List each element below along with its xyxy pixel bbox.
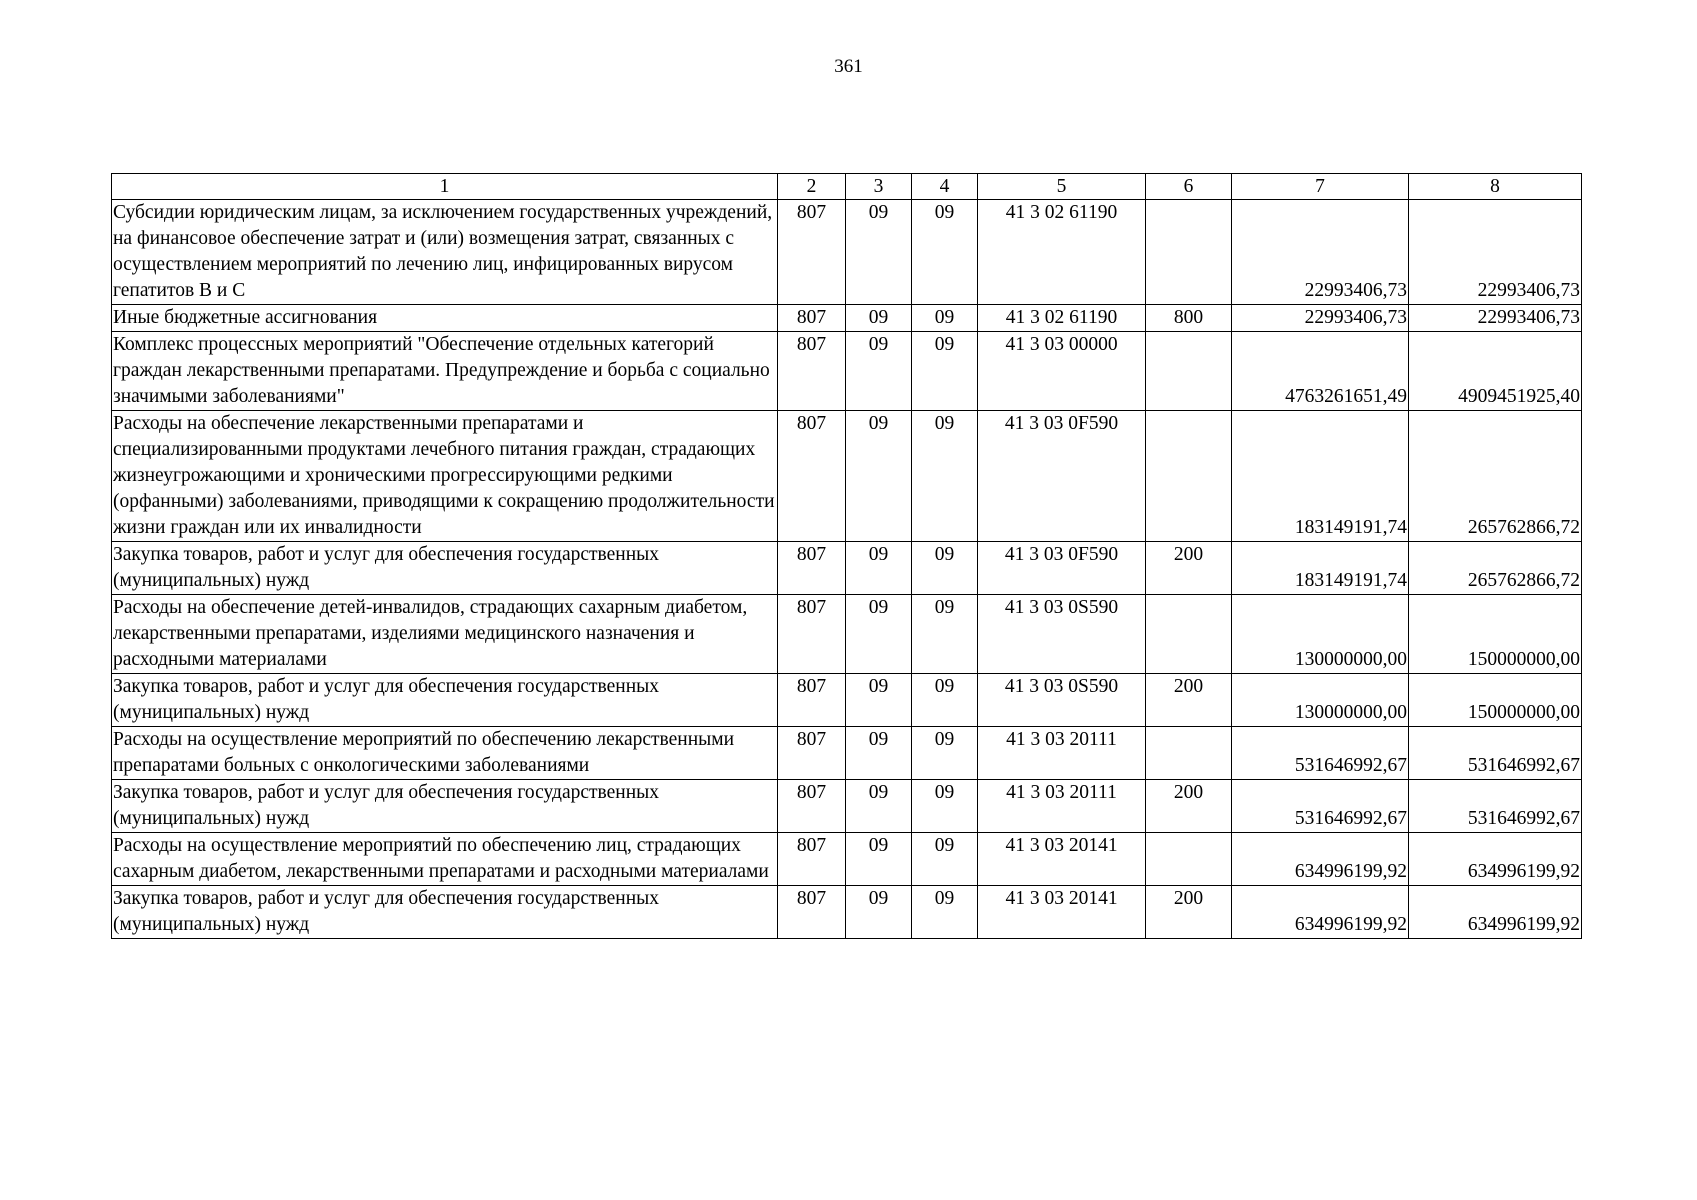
target-article-cell: 41 3 03 20141 — [978, 886, 1146, 939]
amount-col-7-cell: 183149191,74 — [1232, 542, 1409, 595]
amount-col-7-cell: 130000000,00 — [1232, 595, 1409, 674]
amount-col-8-cell: 634996199,92 — [1409, 833, 1582, 886]
ministry-code-cell: 807 — [778, 411, 846, 542]
subsection-code-cell: 09 — [912, 542, 978, 595]
section-code-cell: 09 — [846, 542, 912, 595]
amount-col-7-cell: 531646992,67 — [1232, 727, 1409, 780]
subsection-code-cell: 09 — [912, 305, 978, 332]
section-code-cell: 09 — [846, 886, 912, 939]
expense-name-cell: Расходы на обеспечение детей-инвалидов, страдающих сахарным диабетом, лекарственными препаратами, изделиями медицинского назначения и расходными материалами — [112, 595, 778, 674]
target-article-cell: 41 3 03 20111 — [978, 727, 1146, 780]
section-code-cell: 09 — [846, 674, 912, 727]
header-col-1: 1 — [112, 174, 778, 200]
expense-name-cell: Комплекс процессных мероприятий "Обеспечение отдельных категорий граждан лекарственными препаратами. Предупреждение и борьба с социально значимыми заболеваниями" — [112, 332, 778, 411]
ministry-code-cell: 807 — [778, 332, 846, 411]
header-col-3: 3 — [846, 174, 912, 200]
header-col-6: 6 — [1146, 174, 1232, 200]
section-code-cell: 09 — [846, 305, 912, 332]
header-col-8: 8 — [1409, 174, 1582, 200]
subsection-code-cell: 09 — [912, 332, 978, 411]
amount-col-7-cell: 22993406,73 — [1232, 305, 1409, 332]
amount-col-7-cell: 183149191,74 — [1232, 411, 1409, 542]
section-code-cell: 09 — [846, 780, 912, 833]
header-col-7: 7 — [1232, 174, 1409, 200]
ministry-code-cell: 807 — [778, 305, 846, 332]
budget-table — [111, 173, 1582, 939]
target-article-cell: 41 3 03 0F590 — [978, 411, 1146, 542]
subsection-code-cell: 09 — [912, 727, 978, 780]
amount-col-8-cell: 531646992,67 — [1409, 780, 1582, 833]
expense-name-cell: Закупка товаров, работ и услуг для обеспечения государственных (муниципальных) нужд — [112, 542, 778, 595]
expense-name-cell: Закупка товаров, работ и услуг для обеспечения государственных (муниципальных) нужд — [112, 674, 778, 727]
expense-name-cell: Расходы на обеспечение лекарственными препаратами и специализированными продуктами лечебного питания граждан, страдающих жизнеугрожающими и хроническими прогрессирующими редкими (орфанными) заболеваниями, приводящими к сокращению продолжительности жизни граждан или их инвалидности — [112, 411, 778, 542]
expense-type-cell: 800 — [1146, 305, 1232, 332]
page-number: 361 — [834, 56, 863, 77]
expense-name-cell: Иные бюджетные ассигнования — [112, 305, 778, 332]
ministry-code-cell: 807 — [778, 833, 846, 886]
expense-type-cell: 200 — [1146, 542, 1232, 595]
ministry-code-cell: 807 — [778, 780, 846, 833]
amount-col-8-cell: 150000000,00 — [1409, 595, 1582, 674]
table-row — [112, 674, 1582, 727]
expense-type-cell — [1146, 411, 1232, 542]
ministry-code-cell: 807 — [778, 674, 846, 727]
ministry-code-cell: 807 — [778, 542, 846, 595]
expense-type-cell: 200 — [1146, 780, 1232, 833]
amount-col-8-cell: 4909451925,40 — [1409, 332, 1582, 411]
expense-type-cell: 200 — [1146, 674, 1232, 727]
table-row — [112, 332, 1582, 411]
section-code-cell: 09 — [846, 200, 912, 305]
target-article-cell: 41 3 03 0S590 — [978, 595, 1146, 674]
amount-col-8-cell: 634996199,92 — [1409, 886, 1582, 939]
table-body — [112, 200, 1582, 939]
expense-type-cell — [1146, 595, 1232, 674]
subsection-code-cell: 09 — [912, 833, 978, 886]
table-row — [112, 886, 1582, 939]
expense-name-cell: Расходы на осуществление мероприятий по обеспечению лиц, страдающих сахарным диабетом, лекарственными препаратами и расходными материалами — [112, 833, 778, 886]
header-col-5: 5 — [978, 174, 1146, 200]
target-article-cell: 41 3 02 61190 — [978, 305, 1146, 332]
target-article-cell: 41 3 03 00000 — [978, 332, 1146, 411]
amount-col-8-cell: 22993406,73 — [1409, 200, 1582, 305]
expense-type-cell — [1146, 727, 1232, 780]
amount-col-8-cell: 22993406,73 — [1409, 305, 1582, 332]
subsection-code-cell: 09 — [912, 411, 978, 542]
amount-col-7-cell: 4763261651,49 — [1232, 332, 1409, 411]
expense-type-cell: 200 — [1146, 886, 1232, 939]
subsection-code-cell: 09 — [912, 595, 978, 674]
ministry-code-cell: 807 — [778, 886, 846, 939]
section-code-cell: 09 — [846, 332, 912, 411]
amount-col-8-cell: 531646992,67 — [1409, 727, 1582, 780]
expense-type-cell — [1146, 833, 1232, 886]
table-row — [112, 200, 1582, 305]
amount-col-7-cell: 634996199,92 — [1232, 886, 1409, 939]
header-col-4: 4 — [912, 174, 978, 200]
target-article-cell: 41 3 03 0F590 — [978, 542, 1146, 595]
ministry-code-cell: 807 — [778, 727, 846, 780]
table-header — [112, 174, 1582, 200]
amount-col-8-cell: 265762866,72 — [1409, 542, 1582, 595]
subsection-code-cell: 09 — [912, 200, 978, 305]
target-article-cell: 41 3 03 20111 — [978, 780, 1146, 833]
table-row — [112, 305, 1582, 332]
header-row — [112, 174, 1582, 200]
subsection-code-cell: 09 — [912, 886, 978, 939]
expense-type-cell — [1146, 200, 1232, 305]
amount-col-7-cell: 634996199,92 — [1232, 833, 1409, 886]
amount-col-7-cell: 130000000,00 — [1232, 674, 1409, 727]
amount-col-8-cell: 265762866,72 — [1409, 411, 1582, 542]
amount-col-7-cell: 531646992,67 — [1232, 780, 1409, 833]
section-code-cell: 09 — [846, 727, 912, 780]
expense-name-cell: Закупка товаров, работ и услуг для обеспечения государственных (муниципальных) нужд — [112, 886, 778, 939]
target-article-cell: 41 3 02 61190 — [978, 200, 1146, 305]
subsection-code-cell: 09 — [912, 674, 978, 727]
table-row — [112, 411, 1582, 542]
expense-name-cell: Закупка товаров, работ и услуг для обеспечения государственных (муниципальных) нужд — [112, 780, 778, 833]
amount-col-7-cell: 22993406,73 — [1232, 200, 1409, 305]
ministry-code-cell: 807 — [778, 200, 846, 305]
ministry-code-cell: 807 — [778, 595, 846, 674]
section-code-cell: 09 — [846, 411, 912, 542]
expense-type-cell — [1146, 332, 1232, 411]
expense-name-cell: Расходы на осуществление мероприятий по обеспечению лекарственными препаратами больных с онкологическими заболеваниями — [112, 727, 778, 780]
amount-col-8-cell: 150000000,00 — [1409, 674, 1582, 727]
subsection-code-cell: 09 — [912, 780, 978, 833]
table-row — [112, 780, 1582, 833]
table-row — [112, 727, 1582, 780]
target-article-cell: 41 3 03 0S590 — [978, 674, 1146, 727]
header-col-2: 2 — [778, 174, 846, 200]
expense-name-cell: Субсидии юридическим лицам, за исключением государственных учреждений, на финансовое обеспечение затрат и (или) возмещения затрат, связанных с осуществлением мероприятий по лечению лиц, инфицированных вирусом гепатитов B и C — [112, 200, 778, 305]
section-code-cell: 09 — [846, 595, 912, 674]
table-row — [112, 595, 1582, 674]
table-row — [112, 833, 1582, 886]
table-row — [112, 542, 1582, 595]
target-article-cell: 41 3 03 20141 — [978, 833, 1146, 886]
section-code-cell: 09 — [846, 833, 912, 886]
